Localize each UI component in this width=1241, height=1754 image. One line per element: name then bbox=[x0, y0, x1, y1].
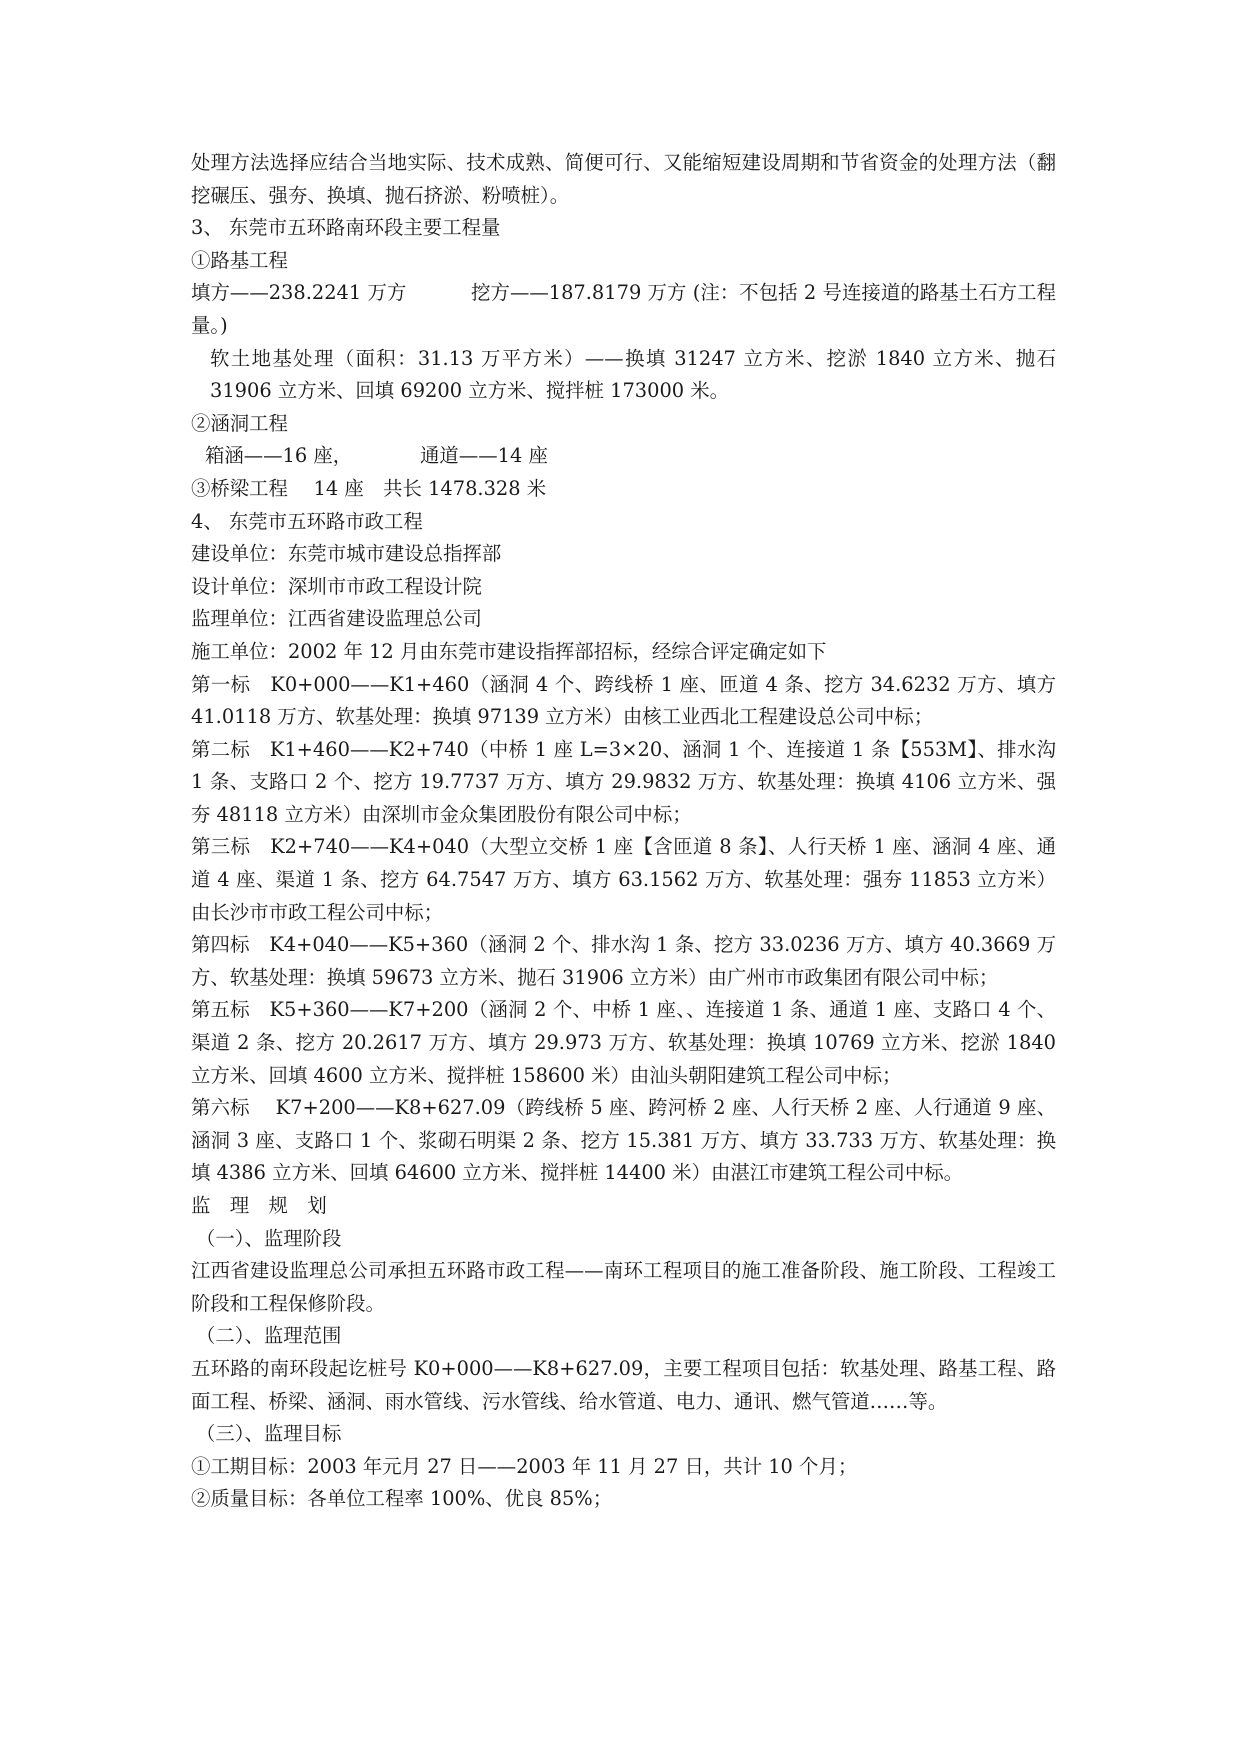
document-body bbox=[191, 147, 1056, 1516]
paragraph-contractor: 施工单位：2002 年 12 月由东莞市建设指挥部招标，经综合评定确定如下 bbox=[191, 639, 827, 663]
paragraph-box-culverts: 箱涵——16 座， 通道——14 座 bbox=[205, 444, 548, 468]
heading-supervision-plan: 监 理 规 划 bbox=[191, 1194, 327, 1217]
paragraph-supervision-scope: 五环路的南环段起讫桩号 K0+000——K8+627.09，主要工程项目包括：软基处理、路基工程、路面工程、桥梁、涵洞、雨水管线、污水管线、给水管道、电力、通讯、燃气管道……等。 bbox=[191, 1356, 1056, 1413]
paragraph-section-3: 第三标 K2+740——K4+040（大型立交桥 1 座【含匝道 8 条】、人行天桥 1 座、涵洞 4 座、通道 4 座、渠道 1 条、挖方 64.7547 万方、填方 63.1562 万方、软基处理：强夯 11853 立方米）由长沙市市政工程公司中标； bbox=[191, 835, 1056, 924]
heading-supervision-stage: （一）、监理阶段 bbox=[196, 1226, 342, 1250]
heading-subgrade-works: ①路基工程 bbox=[191, 248, 288, 272]
paragraph-owner: 建设单位：东莞市城市建设总指挥部 bbox=[191, 542, 502, 566]
paragraph-section-6: 第六标 K7+200——K8+627.09（跨线桥 5 座、跨河桥 2 座、人行天桥 2 座、人行通道 9 座、涵洞 3 座、支路口 1 个、浆砌石明渠 2 条、挖方 15.381 万方、填方 33.733 万方、软基处理：换填 4386 立方米、回填 64600 立方米、搅拌桩 14400 米）由湛江市建筑工程公司中标。 bbox=[191, 1096, 1056, 1185]
paragraph-section-1: 第一标 K0+000——K1+460（涵洞 4 个、跨线桥 1 座、匝道 4 条、挖方 34.6232 万方、填方 41.0118 万方、软基处理：换填 97139 立方米）由核工业西北工程建设总公司中标； bbox=[191, 672, 1056, 729]
heading-south-ring-quantities: 3、 东莞市五环路南环段主要工程量 bbox=[191, 216, 501, 240]
heading-municipal-works: 4、 东莞市五环路市政工程 bbox=[191, 509, 423, 533]
paragraph-section-5: 第五标 K5+360——K7+200（涵洞 2 个、中桥 1 座、、连接道 1 条、通道 1 座、支路口 4 个、渠道 2 条、挖方 20.2617 万方、填方 29.973 万方、软基处理：换填 10769 立方米、挖淤 1840 立方米、回填 4600 立方米、搅拌桩 158600 米）由汕头朝阳建筑工程公司中标； bbox=[191, 998, 1056, 1087]
heading-culvert-works: ②涵洞工程 bbox=[191, 411, 288, 435]
paragraph-quality-goal: ②质量目标：各单位工程率 100%、优良 85%； bbox=[191, 1487, 613, 1511]
paragraph-designer: 设计单位：深圳市市政工程设计院 bbox=[191, 574, 482, 598]
paragraph-supervision-stage: 江西省建设监理总公司承担五环路市政工程——南环工程项目的施工准备阶段、施工阶段、工程竣工阶段和工程保修阶段。 bbox=[191, 1259, 1056, 1315]
paragraph-supervisor: 监理单位：江西省建设监理总公司 bbox=[191, 607, 482, 631]
paragraph-schedule-goal: ①工期目标：2003 年元月 27 日——2003 年 11 月 27 日，共计 10 个月； bbox=[191, 1454, 858, 1478]
paragraph-section-4: 第四标 K4+040——K5+360（涵洞 2 个、排水沟 1 条、挖方 33.0236 万方、填方 40.3669 万方、软基处理：换填 59673 立方米、抛石 31906 立方米）由广州市市政集团有限公司中标； bbox=[191, 933, 1056, 989]
paragraph-soft-soil-treatment: 软土地基处理（面积：31.13 万平方米）——换填 31247 立方米、挖淤 1840 立方米、抛石 31906 立方米、回填 69200 立方米、搅拌桩 173000 米。 bbox=[210, 346, 1056, 403]
heading-supervision-goals: （三）、监理目标 bbox=[196, 1422, 342, 1446]
paragraph-bridge-works: ③桥梁工程 14 座 共长 1478.328 米 bbox=[191, 476, 547, 500]
paragraph-section-2: 第二标 K1+460——K2+740（中桥 1 座 L=3×20、涵洞 1 个、连接道 1 条【553M】、排水沟 1 条、支路口 2 个、挖方 19.7737 万方、填方 29.9832 万方、软基处理：换填 4106 立方米、强夯 48118 立方米）由深圳市金众集团股份有限公司中标； bbox=[191, 737, 1056, 826]
paragraph-fill-cut: 填方——238.2241 万方 挖方——187.8179 万方 (注：不包括 2 号连接道的路基土石方工程量。) bbox=[191, 281, 1056, 337]
paragraph-treatment-methods: 处理方法选择应结合当地实际、技术成熟、简便可行、又能缩短建设周期和节省资金的处理方法（翻挖碾压、强夯、换填、抛石挤淤、粉喷桩）。 bbox=[191, 151, 1056, 207]
heading-supervision-scope: （二）、监理范围 bbox=[196, 1324, 342, 1348]
